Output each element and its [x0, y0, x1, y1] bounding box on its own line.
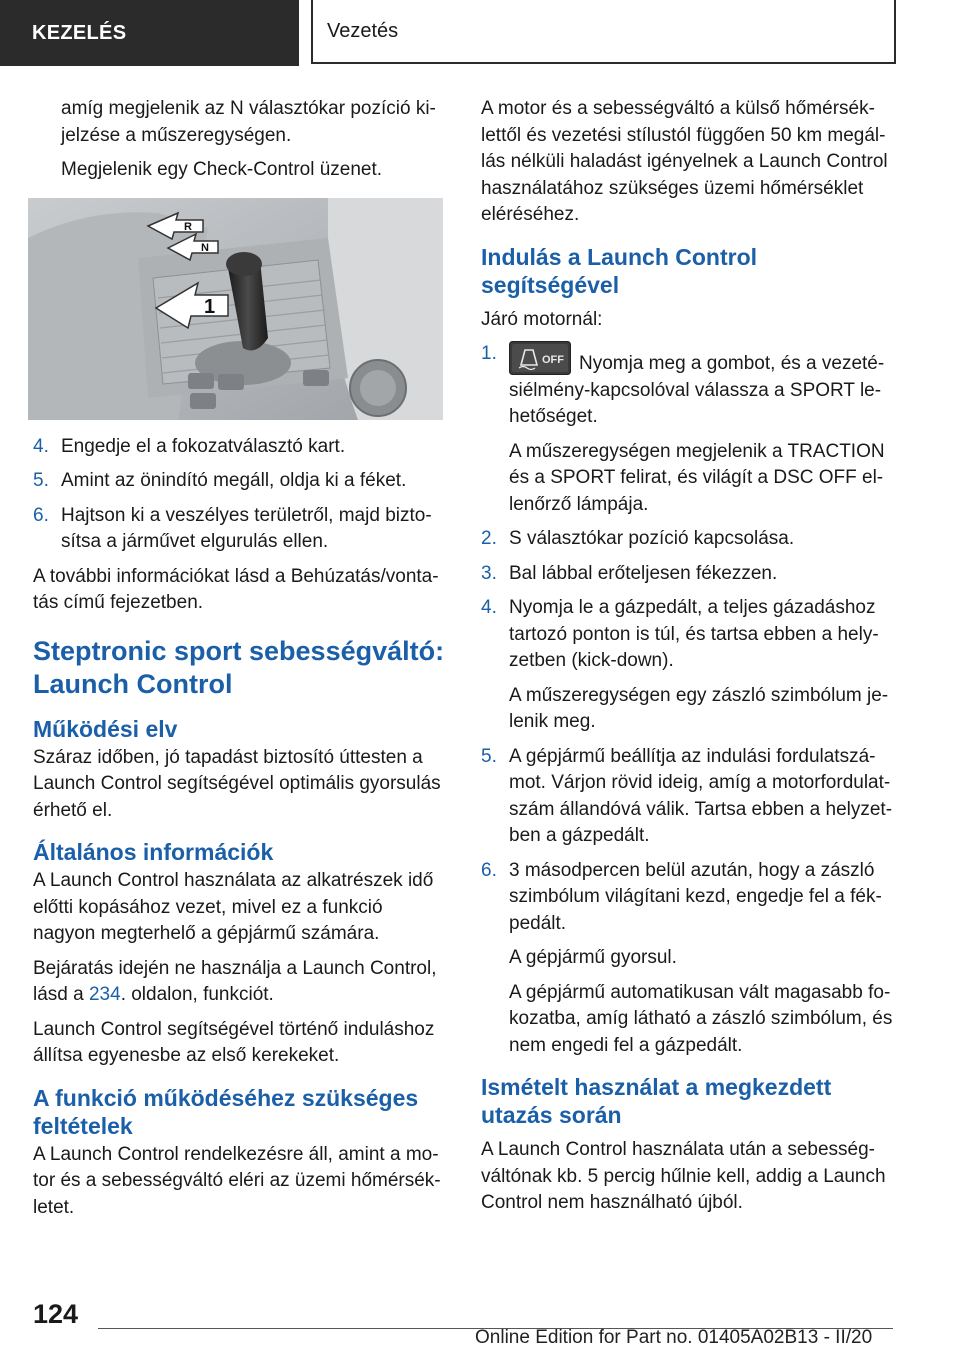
step-number: 4. — [481, 597, 497, 618]
step-text: 3 másodpercen belül azután, hogy a zászló szimbólum világítani kezd, engedje fel a fék-pedált. — [509, 859, 882, 934]
list-item — [33, 468, 445, 495]
step-number: 1. — [481, 343, 497, 364]
intro-continuation: amíg megjelenik az N választókar pozíció ki-jelzése a műszeregységen. — [61, 98, 436, 146]
page-number: 124 — [33, 1299, 79, 1329]
list-item — [481, 595, 893, 736]
gear-selector-figure — [28, 198, 443, 420]
step-note: A gépjármű gyorsul. — [509, 947, 677, 968]
step-note: A műszeregységen egy zászló szimbólum je-lenik meg. — [509, 684, 889, 732]
list-item — [33, 503, 445, 556]
list-item — [481, 526, 893, 553]
right-intro: A motor és a sebességváltó a külső hőmérsék-lettől és vezetési stílustól függően 50 km megál-lás nélküli haladást igényelnek a Launch Control használatához szükséges üzemi hőmérséklet eléréséhez. — [481, 98, 888, 225]
step-text: A gépjármű beállítja az indulási fordulatszá-mot. Várjon rövid ideig, amíg a motorfordulat-szám állandóvá válik. Tartsa ebben a helyzet-ben a gázpedált. — [509, 745, 893, 846]
chapter-title: Vezetés — [327, 19, 399, 42]
step-number: 4. — [33, 435, 49, 457]
figure-label-1: 1 — [204, 295, 216, 318]
step-number: 5. — [33, 470, 49, 491]
step-text: Amint az önindító megáll, oldja ki a féket. — [61, 470, 407, 491]
step-text: Nyomja meg a gombot, és a vezeté-siélmény-kapcsolóval válassza a SPORT le-hetőséget. — [509, 353, 885, 427]
intro-message: Megjelenik egy Check-Control üzenet. — [61, 159, 383, 180]
repeat-text: A Launch Control használata után a sebesség-váltónak kb. 5 percig hűlnie kell, addig a Launch Control nem használható újból. — [481, 1139, 886, 1213]
list-item — [481, 744, 893, 850]
edition-footer: Online Edition for Part no. 01405A02B13 - II/20 — [475, 1327, 873, 1348]
general-text-1: A Launch Control használata az alkatrészek idő előtti kopásához vezet, mivel ez a funkció nagyon megterhelő a gépjármű számára. — [33, 870, 434, 944]
step-text: Bal lábbal erőteljesen fékezzen. — [509, 562, 778, 584]
list-item — [481, 561, 893, 588]
dsc-off-button-icon — [509, 341, 571, 375]
list-item — [33, 434, 445, 461]
general-text-3: Launch Control segítségével történő induláshoz állítsa egyenesbe az első kerekeket. — [33, 1018, 435, 1066]
step-text: Nyomja le a gázpedált, a teljes gázadáshoz tartozó ponton is túl, és tartsa ebben a hely-zetben (kick-down). — [509, 597, 879, 671]
section-title: KEZELÉS — [32, 21, 127, 44]
general-text-2 — [33, 956, 445, 1009]
launch-steps — [481, 341, 893, 1059]
list-item — [481, 341, 893, 518]
step-number: 6. — [481, 859, 497, 881]
principle-text: Száraz időben, jó tapadást biztosító úttesten a Launch Control segítségével optimális gyorsulás érhető el. — [33, 746, 441, 821]
step-number: 5. — [481, 745, 497, 767]
heading-principle: Működési elv — [33, 715, 178, 742]
figure-label-r: R — [184, 220, 192, 233]
step-text: Engedje el a fokozatválasztó kart. — [61, 435, 346, 457]
left-column — [33, 96, 445, 1229]
page-link[interactable]: 234 — [88, 984, 121, 1005]
engine-running-label: Járó motornál: — [481, 308, 603, 330]
general-text-2-pre: Bejáratás idején ne használja a Launch Control, lásd a — [33, 957, 437, 1005]
requirements-text: A Launch Control rendelkezésre áll, amint a mo-tor és a sebességváltó eléri az üzemi hőmérsék-letet. — [33, 1143, 441, 1218]
list-item — [481, 858, 893, 1060]
step-note: A gépjármű automatikusan vált magasabb fo-kozatba, amíg látható a zászló szimbólum, és nem engedi fel a gázpedált. — [509, 981, 893, 1056]
heading-general: Általános információk — [33, 839, 274, 865]
more-info-text: A további információkat lásd a Behúzatás/vonta-tás című fejezetben. — [33, 565, 439, 613]
right-column — [481, 96, 893, 1225]
heading-requirements: A funkció működéséhez szükséges feltételek — [33, 1084, 419, 1139]
button-label: OFF — [542, 354, 564, 366]
section-tab — [0, 0, 299, 66]
general-text-2-post: . oldalon, funkciót. — [120, 984, 274, 1005]
step-list — [33, 434, 445, 556]
figure-label-n: N — [201, 241, 209, 254]
step-text: S választókar pozíció kapcsolása. — [509, 528, 795, 549]
chapter-tab — [311, 0, 896, 64]
chapter-heading: Steptronic sport sebességváltó: Launch Control — [33, 635, 445, 699]
step-number: 2. — [481, 528, 497, 549]
heading-start: Indulás a Launch Control segítségével — [481, 243, 758, 298]
heading-repeat: Ismételt használat a megkezdett utazás során — [481, 1074, 832, 1128]
step-number: 3. — [481, 562, 497, 584]
step-note: A műszeregységen megjelenik a TRACTION és a SPORT felirat, és világít a DSC OFF el-lenőrző lámpája. — [509, 440, 885, 515]
step-number: 6. — [33, 504, 49, 526]
step-text: Hajtson ki a veszélyes területről, majd bizto-sítsa a járművet elgurulás ellen. — [61, 504, 432, 552]
